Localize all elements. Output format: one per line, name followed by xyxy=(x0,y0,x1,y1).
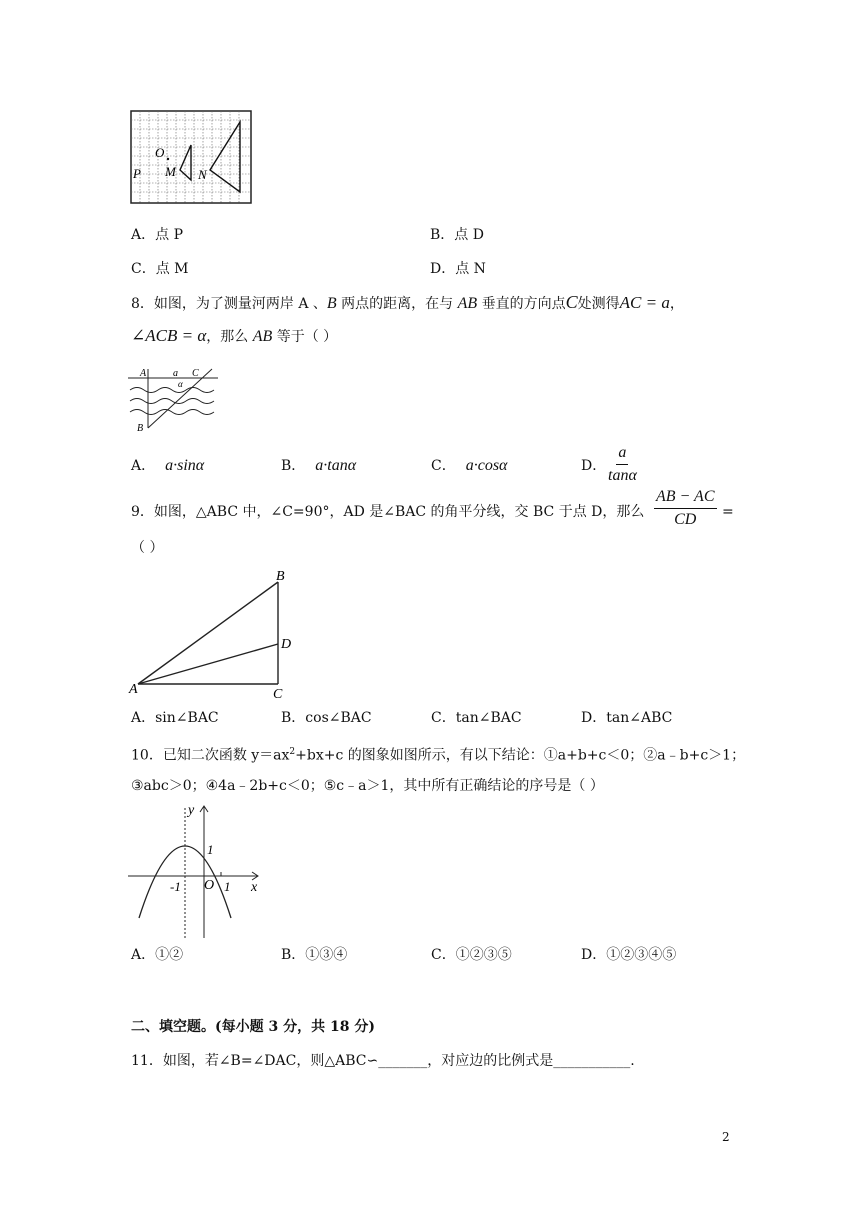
q11-stem: 11．如图，若∠B=∠DAC，则△ABC∽_______，对应边的比例式是___________. xyxy=(131,1053,635,1069)
q9-stem-line2: （ ） xyxy=(131,540,164,556)
label-n: N xyxy=(198,167,207,182)
page-number: 2 xyxy=(722,1130,730,1144)
q10-option-b: B．①③④ xyxy=(281,947,348,963)
label-c: C xyxy=(192,368,199,379)
label-o: O xyxy=(204,878,215,893)
label-d: D xyxy=(281,637,292,652)
label-m: M xyxy=(165,164,176,179)
q10-stem-line1: 10．已知二次函数 $y=ax^2+bx+c$ 的图象如图所示，有以下结论：①a+b+c＜0；②a﹣b+c＞1； xyxy=(131,747,746,764)
q9-option-c: C．tan∠BAC xyxy=(431,710,522,726)
label-a: A xyxy=(140,368,147,379)
q8-option-d-fraction: $\frac{a}{\tan\alpha}$ xyxy=(608,444,637,484)
q8-option-a: A． a·sinα xyxy=(131,457,205,474)
q8-option-c: C． a·cosα xyxy=(431,457,508,474)
label-x: x xyxy=(251,880,258,895)
label-neg-one: -1 xyxy=(170,879,181,894)
point-o xyxy=(167,158,169,160)
q7-grid-figure xyxy=(130,110,252,204)
q8-option-b: B． a·tanα xyxy=(281,457,357,474)
q9-option-a: A．sin∠BAC xyxy=(131,710,219,726)
q9-option-d: D．tan∠ABC xyxy=(581,710,673,726)
q9-stem-line1: 9．如图，△ABC 中，∠C=90°，AD 是∠BAC 的角平分线，交 BC 于点 D，那么 xyxy=(131,504,645,520)
q10-option-d: D．①②③④⑤ xyxy=(581,947,677,963)
label-small-a: a xyxy=(173,368,178,379)
label-o: O xyxy=(155,145,165,160)
q8-stem-line2: ∠ACB = α，那么 AB 等于（ ） xyxy=(131,326,338,345)
q10-option-c: C．①②③⑤ xyxy=(431,947,512,963)
q9-option-b: B．cos∠BAC xyxy=(281,710,372,726)
label-p: P xyxy=(133,166,141,181)
q9-fraction: $\frac{AB - AC}{CD}$ xyxy=(656,488,715,528)
label-b: B xyxy=(276,569,285,584)
q10-option-a: A．①② xyxy=(131,947,184,963)
q7-option-b: B．点 D xyxy=(430,227,484,243)
q7-option-d: D．点 N xyxy=(430,261,486,277)
q8-river-figure xyxy=(128,366,220,432)
q9-equals: = xyxy=(722,504,734,520)
q8-stem-line1: 8．如图，为了测量河两岸 A 、B 两点的距离，在与 AB 垂直的方向点C处测得AC = a， xyxy=(131,292,684,312)
label-b: B xyxy=(137,423,144,434)
label-y: y xyxy=(188,803,195,818)
q7-option-a: A．点 P xyxy=(131,227,183,243)
q10-stem-line2: ③abc＞0；④4a﹣2b+c＜0；⑤c﹣a＞1，其中所有正确结论的序号是（ ） xyxy=(131,778,604,794)
q10-parabola-figure xyxy=(128,800,268,940)
q8-option-d-key: D． xyxy=(581,458,607,474)
label-one-x: 1 xyxy=(224,879,231,894)
label-a: A xyxy=(129,682,138,697)
q9-triangle-figure xyxy=(128,566,298,702)
q7-option-c: C．点 M xyxy=(131,261,189,277)
label-one-y: 1 xyxy=(207,842,214,857)
section-title: 二、填空题。(每小题 3 分，共 18 分) xyxy=(131,1019,375,1035)
label-alpha: α xyxy=(178,379,183,389)
label-c: C xyxy=(273,687,283,702)
